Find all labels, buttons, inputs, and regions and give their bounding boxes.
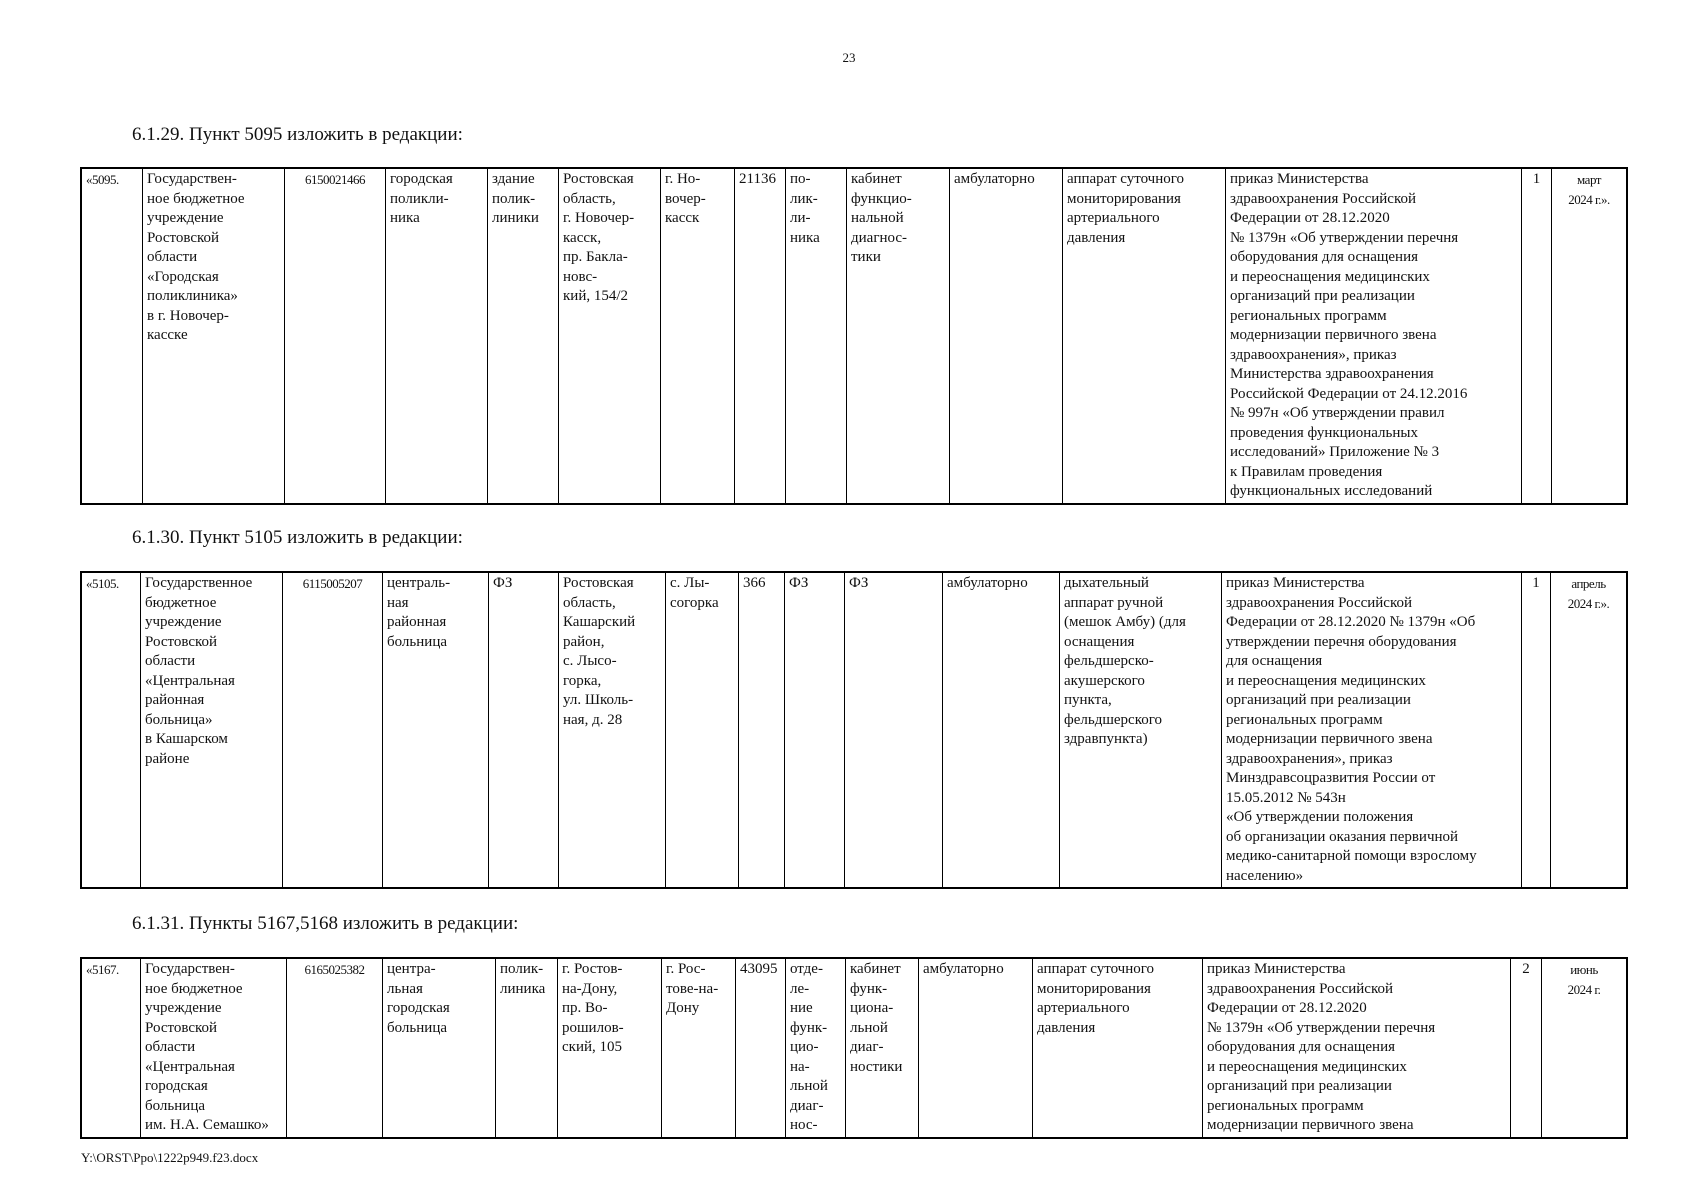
cell-equipment: дыхательный аппарат ручной (мешок Амбу) (для оснащения фельдшерско- акушерского пункта, фельдшерского здравпункта) — [1060, 573, 1222, 888]
section-heading: 6.1.30. Пункт 5105 изложить в редакции: — [132, 527, 463, 548]
cell-type: городская поликли- ника — [386, 169, 488, 504]
register-table — [81, 958, 1627, 1138]
cell-building: полик- линика — [496, 959, 558, 1138]
cell-equipment: аппарат суточного мониторирования артериального давления — [1033, 959, 1203, 1138]
cell-basis: приказ Министерства здравоохранения Российской Федерации от 28.12.2020 № 1379н «Об утверждении перечня оборудования для оснащения и переоснащения медицинских организаций при реализации региональных программ модернизации первичного звена здравоохранения», приказ Минздравсоцразвития России от 15.05.2012 № 543н «Об утверждении положения об организации оказания первичной медико-санитарной помощи взрослому населению» — [1222, 573, 1522, 888]
cell-unit: ФЗ — [785, 573, 845, 888]
cell-organization: Государствен- ное бюджетное учреждение Ростовской области «Городская поликлиника» в г. Новочер- касске — [143, 169, 285, 504]
cell-city: г. Рос- тове-на- Дону — [662, 959, 736, 1138]
cell-code: 21136 — [735, 169, 786, 504]
cell-type: централь- ная районная больница — [383, 573, 489, 888]
file-path-footer: Y:\ORST\Ppo\1222p949.f23.docx — [81, 1150, 259, 1165]
cell-room: кабинет функцио- нальной диагнос- тики — [847, 169, 950, 504]
cell-address: Ростовская область, г. Новочер- касск, пр. Бакла- новс- кий, 154/2 — [559, 169, 661, 504]
cell-unit: по- лик- ли- ника — [786, 169, 847, 504]
table-row — [82, 959, 1627, 1138]
cell-building: здание полик- линики — [488, 169, 559, 504]
cell-date: апрель 2024 г.». — [1551, 573, 1627, 888]
table-row — [82, 573, 1627, 888]
cell-organization: Государствен- ное бюджетное учреждение Ростовской области «Центральная городская больница им. Н.А. Семашко» — [141, 959, 287, 1138]
cell-unit: отде- ле- ние функ- цио- на- льной диаг- нос- — [786, 959, 846, 1138]
cell-equipment: аппарат суточного мониторирования артериального давления — [1063, 169, 1226, 504]
cell-date: июнь 2024 г. — [1542, 959, 1627, 1138]
cell-address: Ростовская область, Кашарский район, с. Лысо- горка, ул. Школь- ная, д. 28 — [559, 573, 666, 888]
cell-quantity: 2 — [1511, 959, 1542, 1138]
cell-number: «5105. — [82, 573, 141, 888]
cell-mode: амбулаторно — [950, 169, 1063, 504]
cell-city: г. Но- вочер- касск — [661, 169, 735, 504]
cell-mode: амбулаторно — [943, 573, 1060, 888]
section-heading: 6.1.29. Пункт 5095 изложить в редакции: — [132, 124, 463, 145]
cell-city: с. Лы- согорка — [666, 573, 739, 888]
cell-inn: 6115005207 — [283, 573, 383, 888]
cell-code: 43095 — [736, 959, 786, 1138]
cell-room: ФЗ — [845, 573, 943, 888]
cell-organization: Государственное бюджетное учреждение Ростовской области «Центральная районная больница» в Кашарском районе — [141, 573, 283, 888]
cell-basis: приказ Министерства здравоохранения Российской Федерации от 28.12.2020 № 1379н «Об утверждении перечня оборудования для оснащения и переоснащения медицинских организаций при реализации региональных программ модернизации первичного звена — [1203, 959, 1511, 1138]
cell-type: центра- льная городская больница — [383, 959, 496, 1138]
cell-address: г. Ростов- на-Дону, пр. Во- рошилов- ский, 105 — [558, 959, 662, 1138]
cell-number: «5167. — [82, 959, 141, 1138]
register-table — [81, 168, 1627, 504]
table-row — [82, 169, 1627, 504]
cell-mode: амбулаторно — [919, 959, 1033, 1138]
cell-inn: 6150021466 — [285, 169, 386, 504]
cell-inn: 6165025382 — [287, 959, 383, 1138]
page-number: 23 — [842, 50, 856, 65]
cell-number: «5095. — [82, 169, 143, 504]
cell-basis: приказ Министерства здравоохранения Российской Федерации от 28.12.2020 № 1379н «Об утверждении перечня оборудования для оснащения и переоснащения медицинских организаций при реализации региональных программ модернизации первичного звена здравоохранения», приказ Министерства здравоохранения Российской Федерации от 24.12.2016 № 997н «Об утверждении правил проведения функциональных исследований» Приложение № 3 к Правилам проведения функциональных исследований — [1226, 169, 1522, 504]
cell-quantity: 1 — [1522, 573, 1551, 888]
section-heading: 6.1.31. Пункты 5167,5168 изложить в редакции: — [132, 913, 519, 934]
cell-room: кабинет функ- циона- льной диаг- ностики — [846, 959, 919, 1138]
cell-building: ФЗ — [489, 573, 559, 888]
cell-code: 366 — [739, 573, 785, 888]
register-table — [81, 572, 1627, 888]
cell-quantity: 1 — [1522, 169, 1552, 504]
cell-date: март 2024 г.». — [1552, 169, 1627, 504]
